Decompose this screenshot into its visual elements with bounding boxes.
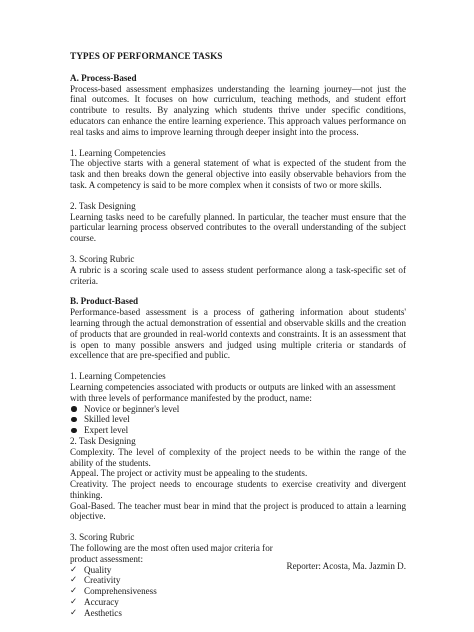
section-b-intro: Performance-based assessment is a process of gathering information about students' learning through the actual demonstration of essential and observable skills and the creation of products that are grounded in real-world contexts and constraints. It is an assessment that is open to many possible answers and judged using multiple criteria or standards of excellence that are pre-specified and public. <box>70 307 406 361</box>
section-a-scoring-rubric-text: A rubric is a scoring scale used to assess student performance along a task-specific set of criteria. <box>70 264 406 286</box>
list-item <box>70 586 406 597</box>
section-b-learning-competencies-text: Learning competencies associated with products or outputs are linked with an assessment with three levels of performance manifested by the product, name: <box>70 381 396 403</box>
check-mark-icon: ✓ <box>70 564 78 575</box>
task-creativity-text: Creativity. The project needs to encourage students to exercise creativity and divergent thinking. <box>70 479 406 500</box>
list-item <box>70 575 406 586</box>
list-item <box>70 597 406 608</box>
section-b-task-designing-heading: 2. Task Designing <box>70 435 136 446</box>
filled-circle-icon <box>71 428 77 434</box>
section-a-task-designing-heading: 2. Task Designing <box>70 200 136 211</box>
list-item-label: Accuracy <box>84 597 119 608</box>
section-a-heading: A. Process-Based <box>70 72 137 83</box>
check-mark-icon: ✓ <box>70 586 78 597</box>
check-mark-icon: ✓ <box>70 607 78 618</box>
filled-circle-icon <box>71 406 77 412</box>
list-item-label: Quality <box>84 564 112 575</box>
list-item-label: Aesthetics <box>84 607 122 618</box>
filled-circle-icon <box>71 417 77 423</box>
section-a-task-designing-text: Learning tasks need to be carefully planned. In particular, the teacher must ensure that the particular learning process observed contributes to the overall understanding of the subject course. <box>70 211 406 244</box>
list-item-label: Creativity <box>84 575 121 586</box>
list-item <box>70 608 406 619</box>
section-b-scoring-rubric-heading: 3. Scoring Rubric <box>70 532 135 543</box>
section-b-heading: B. Product-Based <box>70 296 139 307</box>
section-a-intro: Process-based assessment emphasizes understanding the learning journey—not just the final outcomes. It focuses on how curriculum, teaching methods, and student effort contribute to results. By analyzing which students thrive under specific conditions, educators can enhance the entire learning experience. This approach values performance on real tasks and aims to improve learning through deeper insight into the process. <box>70 83 406 137</box>
task-appeal-text: Appeal. The project or activity must be appealing to the students. <box>70 468 308 479</box>
section-b-scoring-rubric-text-line1: The following are the most often used major criteria for <box>70 543 273 554</box>
list-item-label: Skilled level <box>84 414 130 425</box>
document-title: TYPES OF PERFORMANCE TASKS <box>70 52 223 62</box>
product-criteria-list <box>70 565 406 619</box>
section-b-scoring-rubric-text-line2: product assessment: <box>70 553 143 564</box>
list-item <box>70 404 406 415</box>
document-body <box>70 52 406 619</box>
check-mark-icon: ✓ <box>70 575 78 586</box>
list-item <box>70 425 406 436</box>
list-item <box>70 414 406 425</box>
list-item-label: Novice or beginner's level <box>84 403 180 414</box>
section-b-learning-competencies-heading: 1. Learning Competencies <box>70 371 166 382</box>
performance-levels-list <box>70 404 406 436</box>
list-item-label: Expert level <box>84 425 129 436</box>
task-complexity-text: Complexity. The level of complexity of the project needs to be within the range of the ability of the students. <box>70 446 406 468</box>
list-item-label: Comprehensiveness <box>84 586 157 597</box>
check-mark-icon: ✓ <box>70 597 78 608</box>
task-goal-based-text: Goal-Based. The teacher must bear in mind that the project is produced to attain a learning objective. <box>70 500 406 522</box>
reporter-credit: Reporter: Acosta, Ma. Jazmin D. <box>286 561 406 571</box>
section-a-learning-competencies-heading: 1. Learning Competencies <box>70 147 166 158</box>
section-a-scoring-rubric-heading: 3. Scoring Rubric <box>70 253 135 264</box>
section-a-learning-competencies-text: The objective starts with a general statement of what is expected of the student from the task and then breaks down the general objective into easily observable behaviors from the task. A competency is said to be more complex when it consists of two or more skills. <box>70 158 406 190</box>
